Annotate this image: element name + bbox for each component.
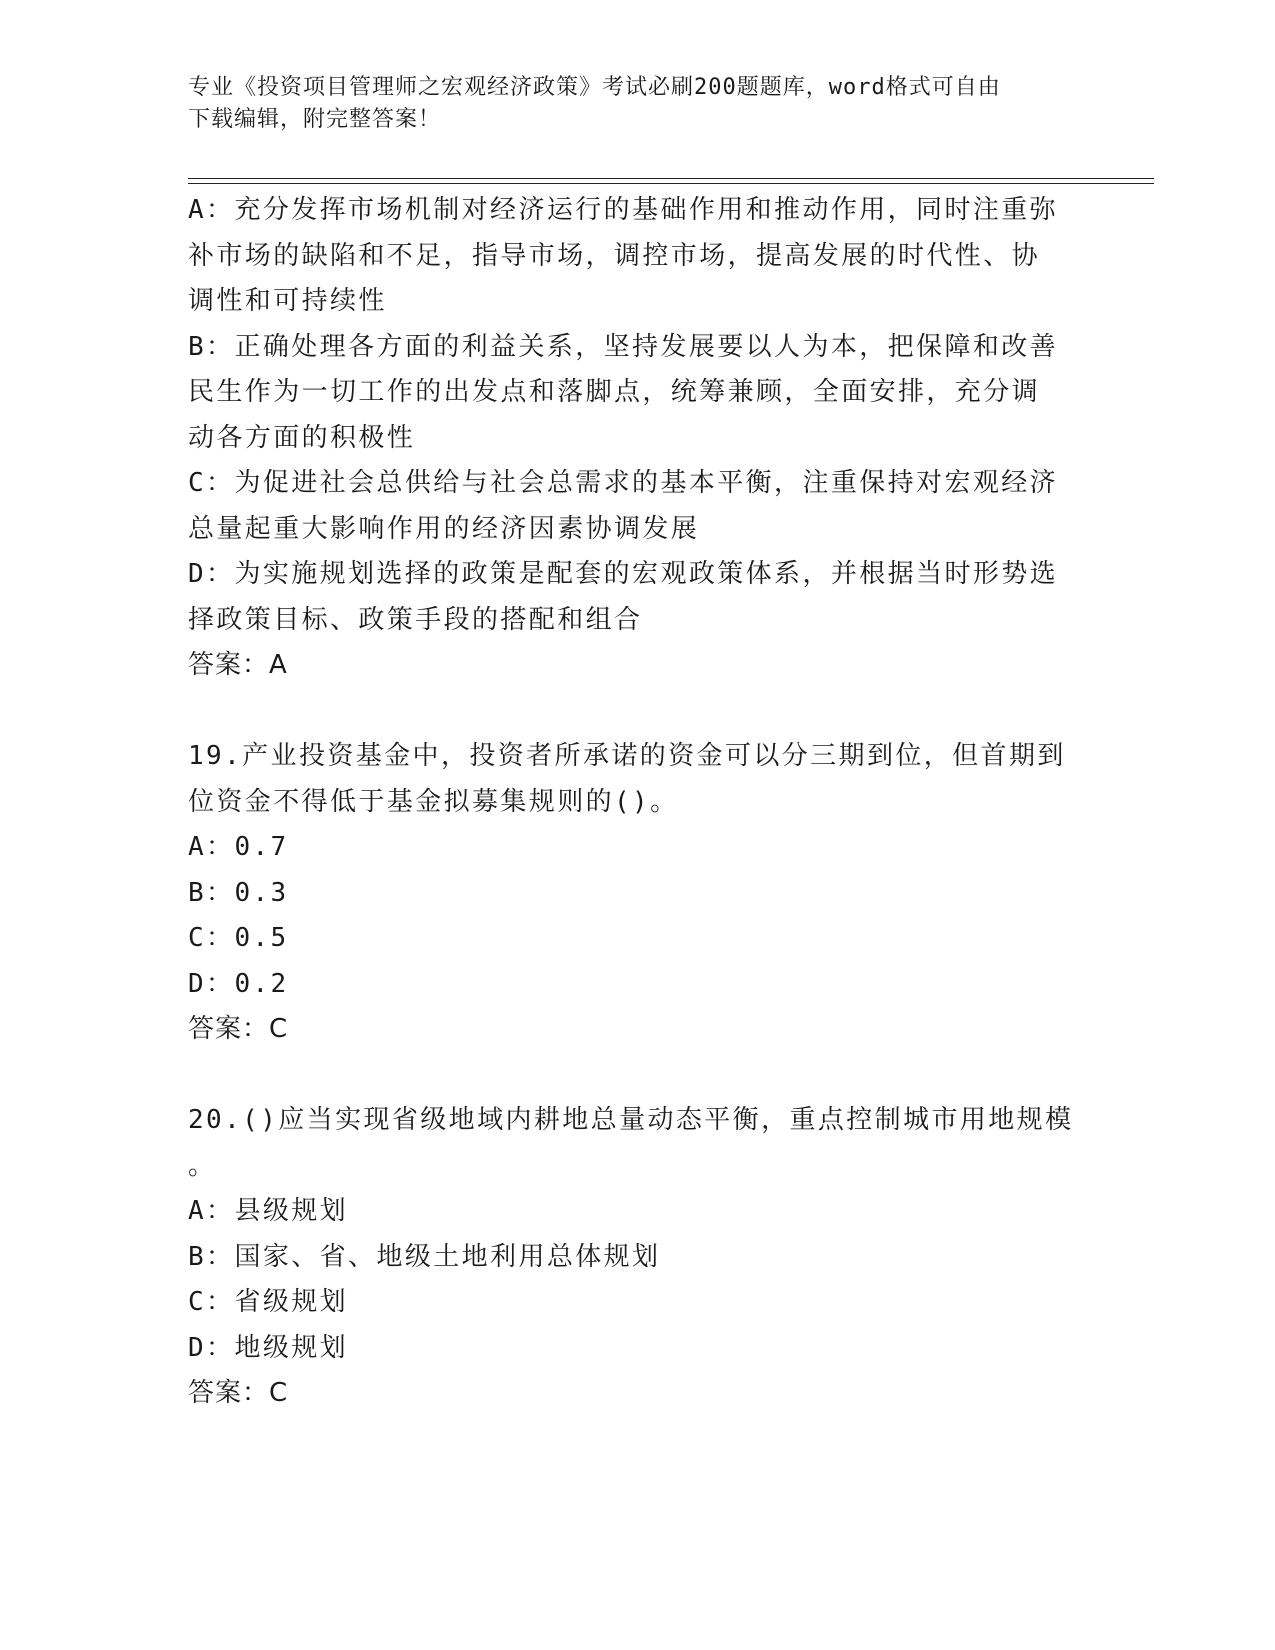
question-18-options: [188, 188, 1068, 689]
option-b: B：0.3: [188, 877, 289, 908]
header-title-line-1: 专业《投资项目管理师之宏观经济政策》考试必刷200题题库，word格式可自由: [188, 75, 1001, 100]
option-d-line-2: 择政策目标、政策手段的搭配和组合: [188, 604, 643, 635]
option-d: D：地级规划: [188, 1332, 349, 1363]
option-d: D：0.2: [188, 968, 289, 999]
option-c: C：省级规划: [188, 1287, 349, 1317]
option-a-line-2: 补市场的缺陷和不足，指导市场，调控市场，提高发展的时代性、协: [188, 240, 1041, 271]
question-20: [188, 1098, 1074, 1417]
option-c-line-2: 总量起重大影响作用的经济因素协调发展: [188, 513, 700, 544]
answer-18: 答案：A: [188, 650, 288, 680]
option-b: B：国家、省、地级土地利用总体规划: [188, 1241, 661, 1272]
header-title-line-2: 下载编辑，附完整答案！: [188, 107, 442, 132]
answer-20: 答案：C: [188, 1378, 289, 1408]
question-20-stem-line-2: 。: [188, 1150, 217, 1181]
answer-19: 答案：C: [188, 1014, 289, 1044]
option-c: C：0.5: [188, 923, 289, 953]
option-a: A：0.7: [188, 832, 289, 862]
option-a-line-1: A：充分发挥市场机制对经济运行的基础作用和推动作用，同时注重弥: [188, 195, 1059, 225]
option-b-line-2: 民生作为一切工作的出发点和落脚点，统筹兼顾，全面安排，充分调: [188, 377, 1041, 407]
question-19-stem-line-2: 位资金不得低于基金拟募集规则的()。: [188, 786, 679, 817]
question-19: [188, 734, 1068, 1053]
option-a-line-3: 调性和可持续性: [188, 286, 387, 316]
option-b-line-1: B：正确处理各方面的利益关系，坚持发展要以人为本，把保障和改善: [188, 331, 1059, 362]
page-header: [188, 72, 1088, 136]
header-divider: [188, 178, 1154, 184]
spacer: [188, 689, 1068, 735]
option-d-line-1: D：为实施规划选择的政策是配套的宏观政策体系，并根据当时形势选: [188, 559, 1059, 589]
option-c-line-1: C：为促进社会总供给与社会总需求的基本平衡，注重保持对宏观经济: [188, 468, 1059, 498]
option-b-line-3: 动各方面的积极性: [188, 422, 416, 453]
question-19-stem-line-1: 19.产业投资基金中，投资者所承诺的资金可以分三期到位，但首期到: [188, 741, 1066, 771]
option-a: A：县级规划: [188, 1196, 349, 1226]
question-20-stem-line-1: 20.()应当实现省级地域内耕地总量动态平衡，重点控制城市用地规模: [188, 1105, 1074, 1135]
spacer: [188, 1053, 1068, 1099]
question-content: [188, 188, 1074, 1417]
